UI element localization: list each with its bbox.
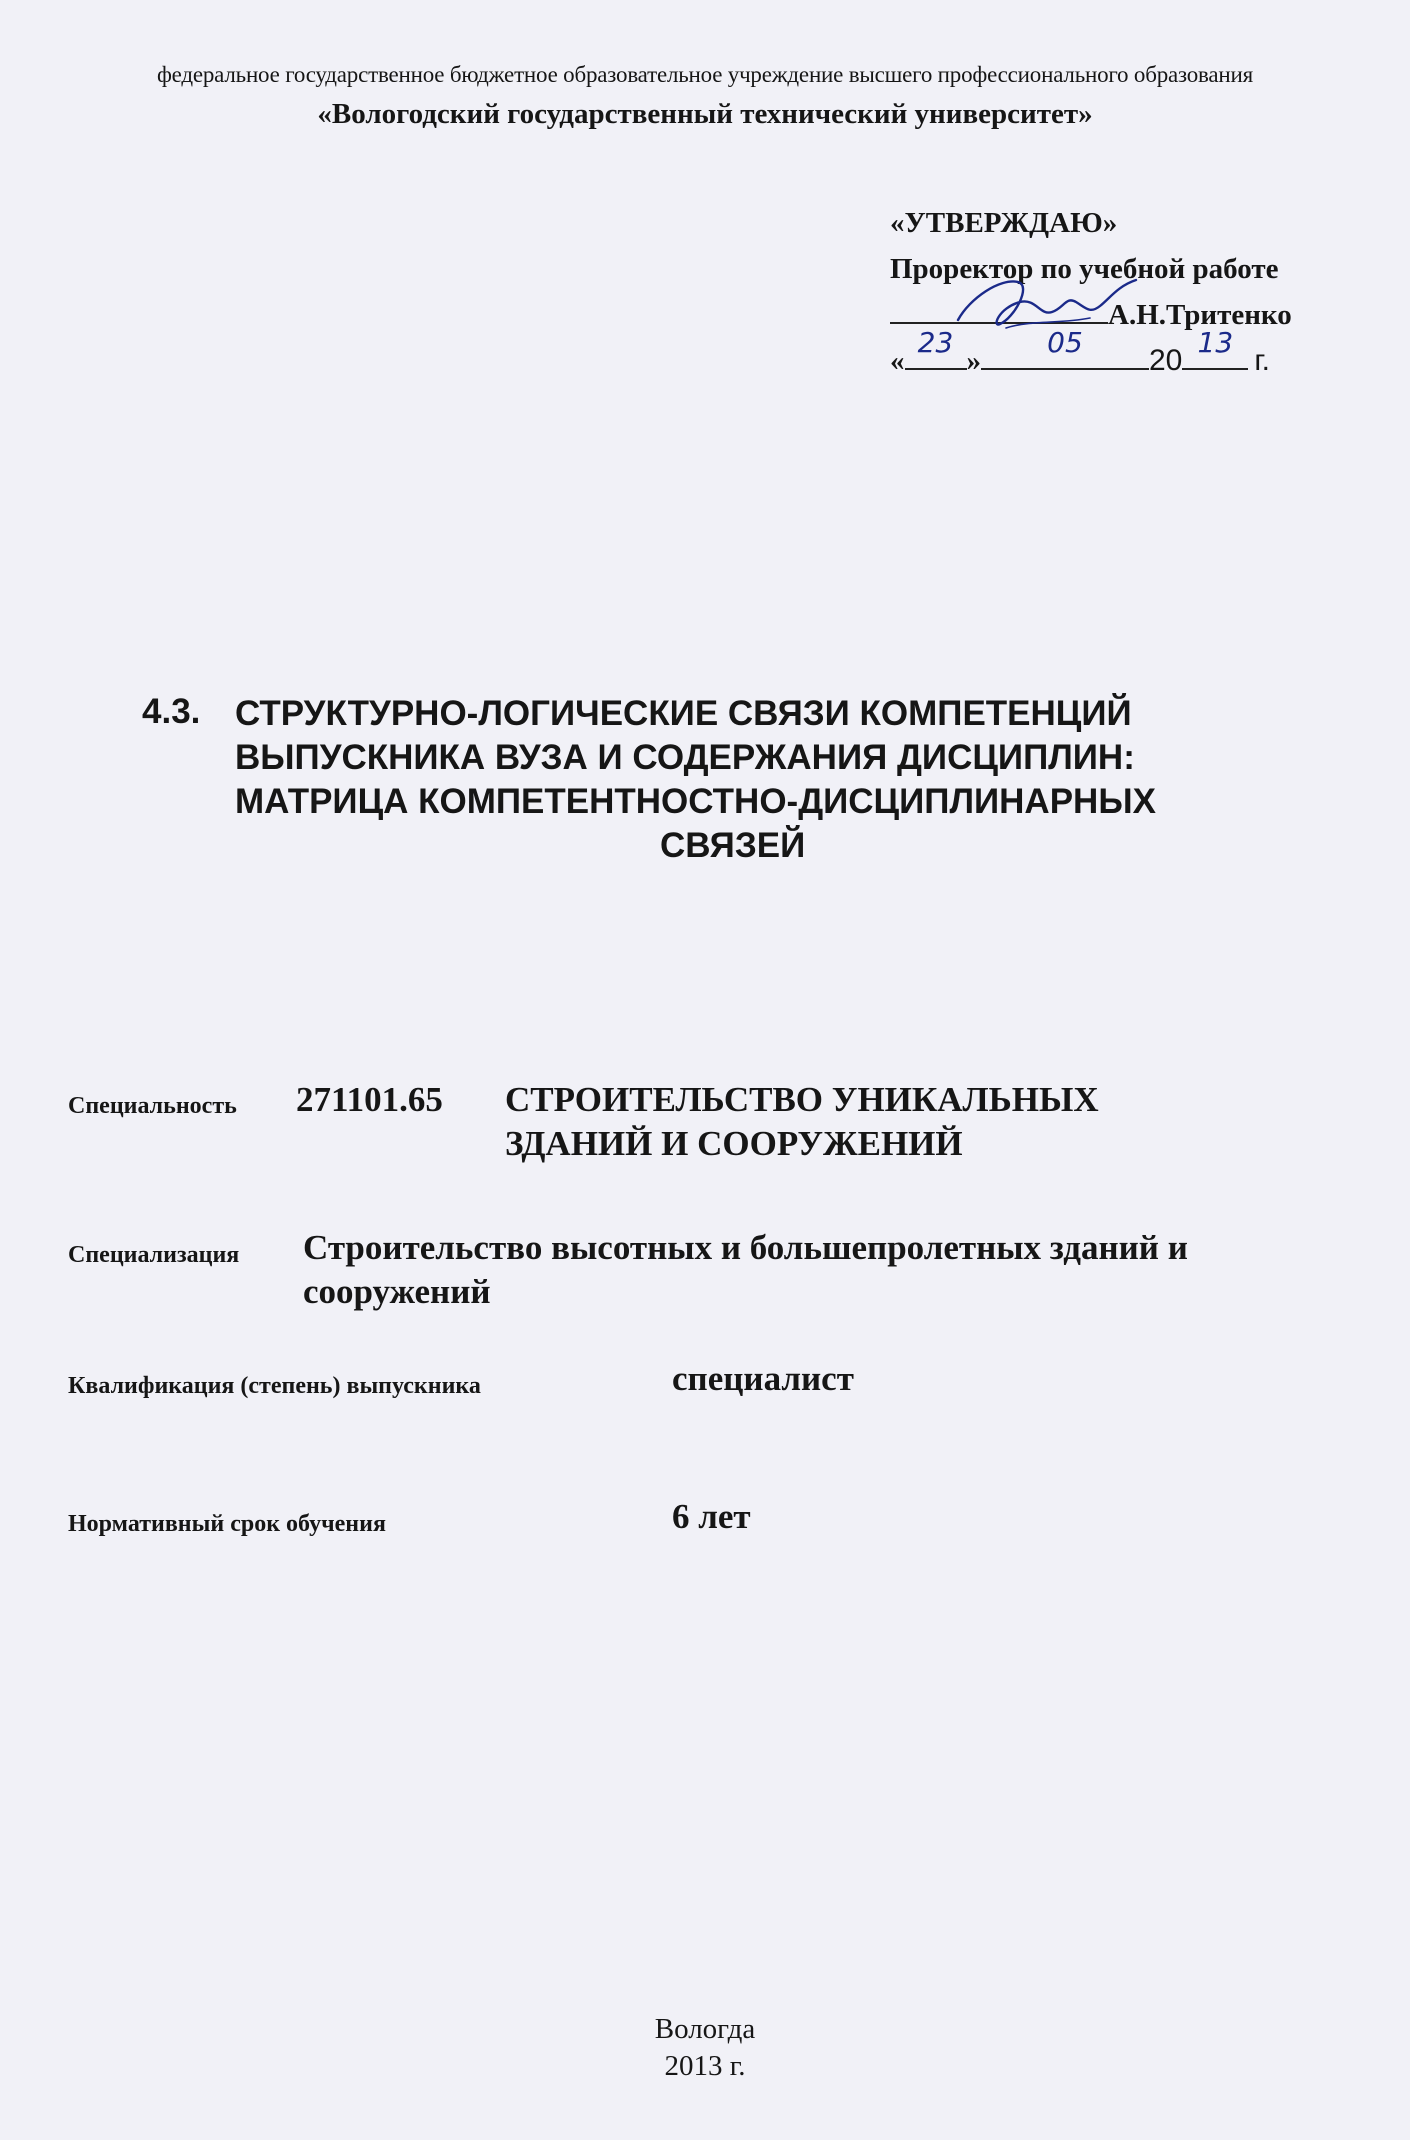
approval-date [890, 326, 1360, 384]
approval-position: Проректор по учебной работе [890, 253, 1279, 285]
footer-city: Вологда [654, 2013, 756, 2045]
date-open-quote: « [890, 345, 905, 377]
title-line: ВЫПУСКНИКА ВУЗА И СОДЕРЖАНИЯ ДИСЦИПЛИН: [235, 738, 1135, 777]
specialty-label: Специальность [68, 1093, 237, 1119]
specialization-name-line: сооружений [303, 1272, 491, 1311]
study-term-label: Нормативный срок обучения [68, 1511, 386, 1537]
section-number: 4.3. [142, 692, 201, 731]
date-year-unit: г. [1254, 344, 1270, 377]
qualification-label: Квалификация (степень) выпускника [68, 1373, 481, 1399]
date-day: 23 [917, 326, 954, 359]
header-university: «Вологодский государственный технический университет» [317, 98, 1093, 130]
date-month-field [981, 326, 1149, 370]
specialization-label: Специализация [68, 1242, 240, 1268]
title-line: МАТРИЦА КОМПЕТЕНТНОСТНО-ДИСЦИПЛИНАРНЫХ [235, 782, 1156, 821]
date-year-suffix: 13 [1197, 326, 1234, 359]
specialty-code: 271101.65 [296, 1080, 443, 1119]
date-close-quote: » [966, 345, 981, 377]
section-title [235, 692, 1345, 868]
date-month: 05 [1047, 326, 1083, 359]
specialization-name [303, 1226, 1363, 1314]
specialty-name [505, 1078, 1225, 1166]
title-line: СВЯЗЕЙ [660, 826, 806, 865]
handwritten-signature [940, 258, 1160, 338]
study-term-value: 6 лет [672, 1497, 751, 1536]
qualification-value: специалист [672, 1359, 854, 1398]
approver-name: А.Н.Тритенко [1108, 299, 1292, 331]
footer-year: 2013 г. [664, 2050, 746, 2082]
title-line: СТРУКТУРНО-ЛОГИЧЕСКИЕ СВЯЗИ КОМПЕТЕНЦИЙ [235, 694, 1132, 733]
header-organization: федеральное государственное бюджетное образовательное учреждение высшего профессионального образования [156, 62, 1254, 87]
approval-stamp: «УТВЕРЖДАЮ» [890, 207, 1118, 239]
date-day-field [905, 326, 967, 370]
specialization-name-line: Строительство высотных и большепролетных зданий и [303, 1228, 1188, 1267]
specialty-name-line: СТРОИТЕЛЬСТВО УНИКАЛЬНЫХ [505, 1080, 1099, 1119]
date-year-prefix: 20 [1149, 344, 1183, 377]
specialty-name-line: ЗДАНИЙ И СООРУЖЕНИЙ [505, 1124, 963, 1163]
date-year-field [1182, 326, 1248, 370]
